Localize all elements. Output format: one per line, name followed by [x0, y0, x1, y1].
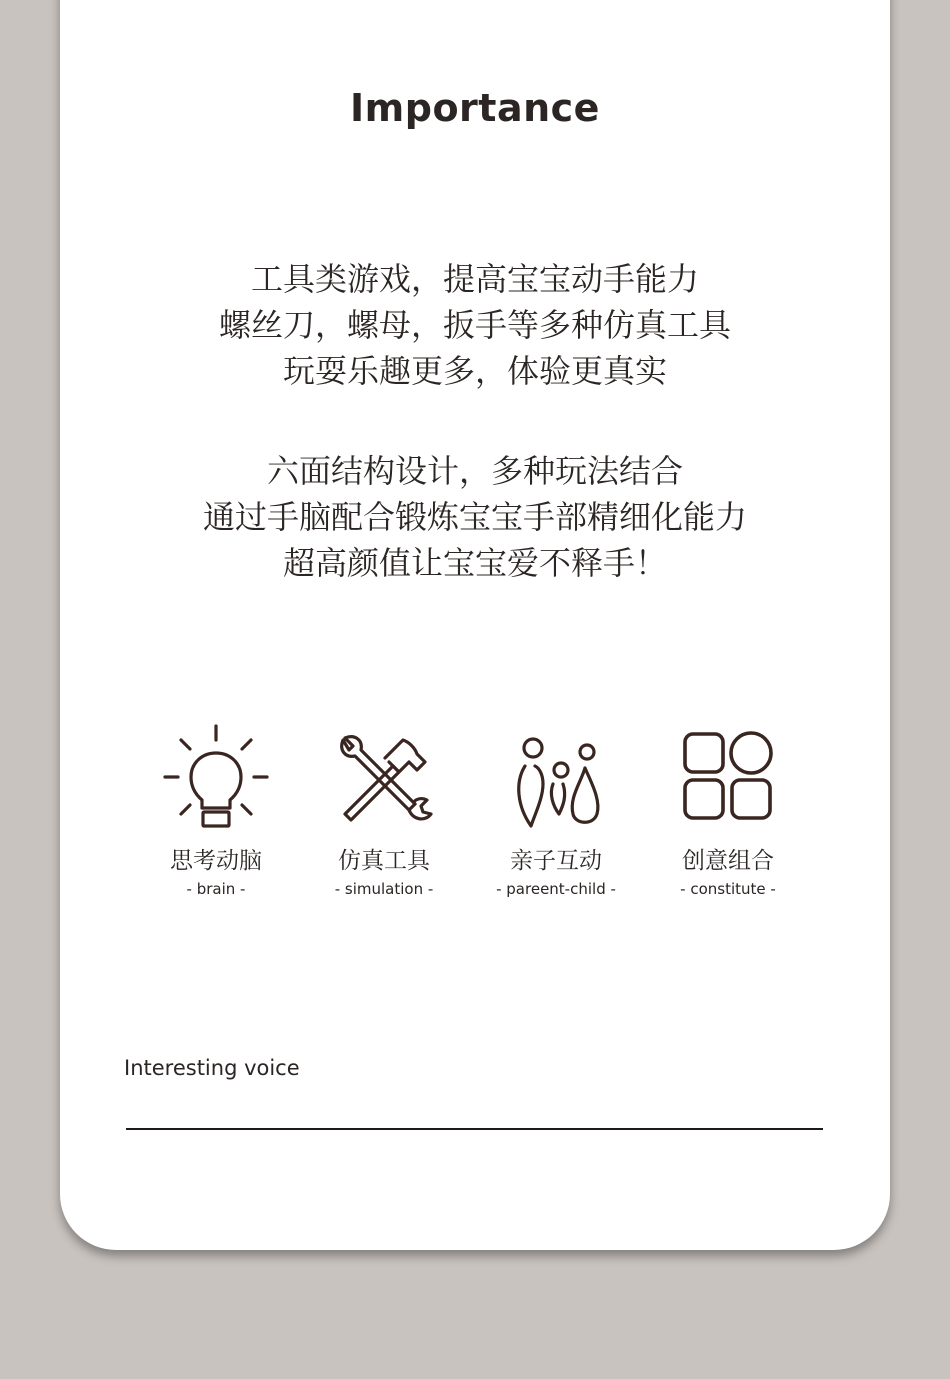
- feature-label: 创意组合: [682, 848, 774, 874]
- feature-row: [130, 722, 820, 912]
- feature-subtitle: - pareent-child -: [496, 880, 616, 898]
- paragraph-line: 六面结构设计，多种玩法结合: [266, 452, 683, 490]
- feature-simulation: [298, 722, 470, 898]
- lightbulb-icon: [161, 722, 271, 832]
- feature-constitute: [642, 722, 814, 898]
- feature-parent-child: [470, 722, 642, 898]
- family-icon: [501, 722, 611, 832]
- intro-paragraph-2: [0, 448, 950, 586]
- paragraph-line: 玩耍乐趣更多，体验更真实: [282, 352, 667, 390]
- feature-label: 亲子互动: [510, 848, 602, 874]
- feature-subtitle: - simulation -: [334, 880, 434, 898]
- feature-label: 思考动脑: [170, 848, 262, 874]
- paragraph-line: 工具类游戏，提高宝宝动手能力: [250, 260, 699, 298]
- hammer-wrench-icon: [329, 722, 439, 832]
- feature-subtitle: - constitute -: [680, 880, 776, 898]
- divider-line: [126, 1128, 823, 1130]
- voice-label: Interesting voice: [124, 1056, 300, 1080]
- feature-label: 仿真工具: [338, 848, 430, 874]
- feature-brain: [130, 722, 302, 898]
- paragraph-line: 螺丝刀，螺母，扳手等多种仿真工具: [218, 306, 731, 344]
- paragraph-line: 通过手脑配合锻炼宝宝手部精细化能力: [202, 498, 747, 536]
- page-title: Importance: [350, 86, 600, 130]
- grid-blocks-icon: [673, 722, 783, 832]
- paragraph-line: 超高颜值让宝宝爱不释手！: [282, 544, 667, 582]
- feature-subtitle: - brain -: [186, 880, 246, 898]
- intro-paragraph-1: [0, 256, 950, 394]
